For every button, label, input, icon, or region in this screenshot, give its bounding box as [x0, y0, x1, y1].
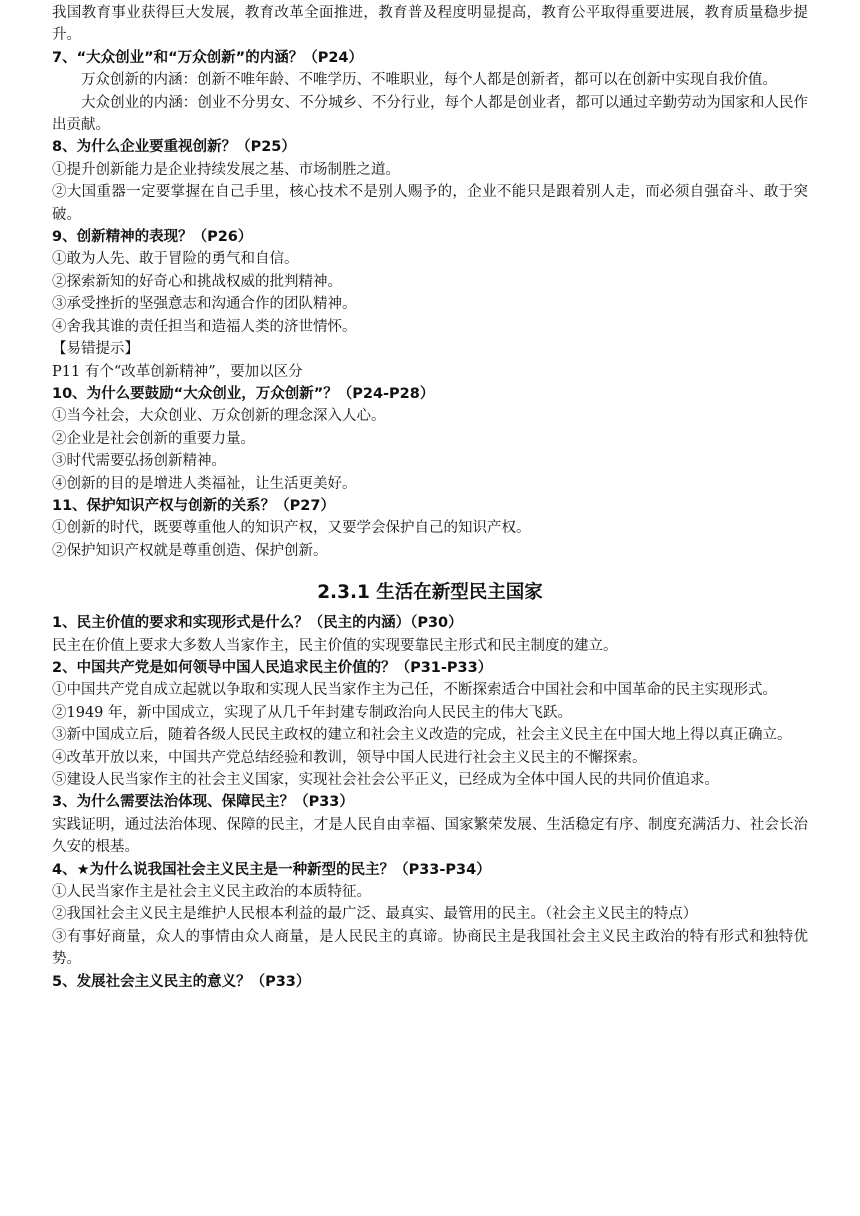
answer-item: ④创新的目的是增进人类福祉，让生活更美好。	[52, 475, 357, 492]
intro-paragraph: 我国教育事业获得巨大发展，教育改革全面推进，教育普及程度明显提高，教育公平取得重要进展，教育质量稳步提升。	[52, 5, 808, 44]
answer-item: ②我国社会主义民主是维护人民根本利益的最广泛、最真实、最管用的民主。（社会主义民主的特点）	[52, 906, 698, 923]
answer-item: ③承受挫折的坚强意志和沟通合作的团队精神。	[52, 296, 357, 313]
question-11	[52, 495, 808, 562]
answer-item: ⑤建设人民当家作主的社会主义国家，实现社会社会公平正义，已经成为全体中国人民的共同价值追求。	[52, 772, 719, 788]
question-8	[52, 136, 808, 226]
answer-paragraph: 万众创新的内涵：创新不唯年龄、不唯学历、不唯职业，每个人都是创新者，都可以在创新中实现自我价值。	[81, 72, 777, 89]
question-heading: 8、为什么企业要重视创新？（P25）	[52, 139, 296, 156]
section-question-4	[52, 859, 808, 971]
section-question-5	[52, 971, 808, 993]
section-question-1	[52, 612, 808, 657]
answer-item: ①创新的时代，既要尊重他人的知识产权，又要学会保护自己的知识产权。	[52, 520, 531, 537]
answer-item: ③新中国成立后，随着各级人民民主政权的建立和社会主义改造的完成，社会主义民主在中国大地上得以真正确立。	[52, 727, 792, 744]
answer-paragraph: 实践证明，通过法治体现、保障的民主，才是人民自由幸福、国家繁荣发展、生活稳定有序、制度充满活力、社会长治久安的根基。	[52, 816, 808, 856]
answer-item: ④改革开放以来，中国共产党总结经验和教训，领导中国人民进行社会主义民主的不懈探索。	[52, 749, 647, 766]
question-heading: 3、为什么需要法治体现、保障民主？（P33）	[52, 794, 354, 811]
question-heading: 5、发展社会主义民主的意义？（P33）	[52, 973, 311, 990]
tip-label: 【易错提示】	[52, 341, 139, 358]
answer-item: ①当今社会，大众创业、万众创新的理念深入人心。	[52, 408, 386, 425]
question-9	[52, 226, 808, 383]
question-heading: 4、★为什么说我国社会主义民主是一种新型的民主？（P33-P34）	[52, 861, 491, 878]
section-title: 2.3.1 生活在新型民主国家	[317, 582, 543, 604]
question-10	[52, 383, 808, 495]
answer-item: ②企业是社会创新的重要力量。	[52, 430, 255, 447]
answer-item: ②保护知识产权就是尊重创造、保护创新。	[52, 542, 328, 559]
section-question-2	[52, 657, 808, 791]
answer-item: ②1949 年，新中国成立，实现了从几千年封建专制政治向人民民主的伟大飞跃。	[52, 704, 573, 721]
answer-paragraph: 大众创业的内涵：创业不分男女、不分城乡、不分行业，每个人都是创业者，都可以通过辛勤劳动为国家和人民作出贡献。	[52, 94, 808, 134]
answer-item: ④舍我其谁的责任担当和造福人类的济世情怀。	[52, 318, 357, 335]
answer-item: ①中国共产党自成立起就以争取和实现人民当家作主为己任，不断探索适合中国社会和中国革命的民主实现形式。	[52, 682, 777, 699]
question-heading: 9、创新精神的表现？（P26）	[52, 229, 253, 246]
question-heading: 7、“大众创业”和“万众创新”的内涵？（P24）	[52, 49, 364, 66]
answer-item: ①提升创新能力是企业持续发展之基、市场制胜之道。	[52, 161, 400, 178]
question-heading: 1、民主价值的要求和实现形式是什么？（民主的内涵）（P30）	[52, 615, 463, 632]
question-7	[52, 47, 808, 137]
answer-item: ③时代需要弘扬创新精神。	[52, 453, 226, 470]
answer-item: ①人民当家作主是社会主义民主政治的本质特征。	[52, 884, 371, 901]
answer-item: ②大国重器一定要掌握在自己手里，核心技术不是别人赐予的，企业不能只是跟着别人走，而必须自强奋斗、敢于突破。	[52, 184, 808, 223]
question-heading: 11、保护知识产权与创新的关系？（P27）	[52, 497, 335, 514]
question-heading: 2、中国共产党是如何领导中国人民追求民主价值的？（P31-P33）	[52, 659, 493, 676]
answer-item: ②探索新知的好奇心和挑战权威的批判精神。	[52, 273, 342, 290]
answer-item: ①敢为人先、敢于冒险的勇气和自信。	[52, 251, 299, 268]
section-question-3	[52, 791, 808, 858]
answer-paragraph: 民主在价值上要求大多数人当家作主，民主价值的实现要靠民主形式和民主制度的建立。	[52, 637, 618, 654]
answer-item: ③有事好商量，众人的事情由众人商量，是人民民主的真谛。协商民主是我国社会主义民主政治的特有形式和独特优势。	[52, 928, 808, 968]
tip-text: P11 有个“改革创新精神”，要加以区分	[52, 363, 303, 380]
question-heading: 10、为什么要鼓励“大众创业，万众创新”？（P24-P28）	[52, 385, 435, 402]
